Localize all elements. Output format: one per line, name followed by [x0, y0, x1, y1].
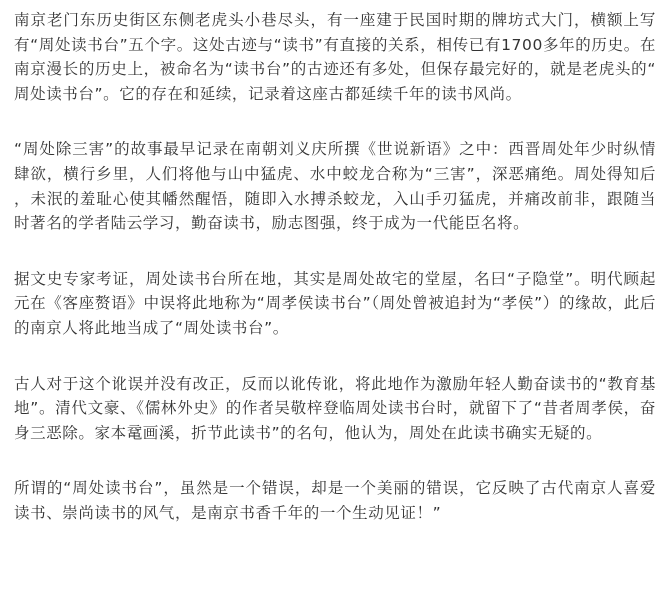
paragraph-conclusion: 所谓的“周处读书台”，虽然是一个错误，却是一个美丽的错误，它反映了古代南京人喜爱读书、崇尚读书的风气，是南京书香千年的一个生动见证！” [14, 479, 656, 522]
paragraph-historical-research: 据文史专家考证，周处读书台所在地，其实是周处故宅的堂屋，名曰“子隐堂”。明代顾起元在《客座赘语》中误将此地称为“周孝侯读书台”（周处曾被追封为“孝侯”）的缘故，此后的南京人将此地当成了“周处读书台”。 [14, 269, 656, 337]
paragraph-intro: 南京老门东历史街区东侧老虎头小巷尽头，有一座建于民国时期的牌坊式大门，横额上写有“周处读书台”五个字。这处古迹与“读书”有直接的关系，相传已有1700多年的历史。在南京漫长的历史上，被命名为“读书台”的古迹还有多处，但保存最完好的，就是老虎头的“周处读书台”。它的存在和延续，记录着这座古都延续千年的读书风尚。 [14, 11, 656, 103]
article-body [14, 8, 656, 526]
paragraph-education-base: 古人对于这个讹误并没有改正，反而以讹传讹，将此地作为激励年轻人勤奋读书的“教育基地”。清代文豪、《儒林外史》的作者吴敬梓登临周处读书台时，就留下了“昔者周孝侯，奋身三恶除。家本鼋画溪，折节此读书”的名句，他认为，周处在此读书确实无疑的。 [14, 374, 656, 442]
paragraph-three-evils-story: “周处除三害”的故事最早记录在南朝刘义庆所撰《世说新语》之中：西晋周处年少时纵情肆欲，横行乡里，人们将他与山中猛虎、水中蛟龙合称为“三害”，深恶痛绝。周处得知后，未泯的羞耻心使其幡然醒悟，随即入水搏杀蛟龙，入山手刃猛虎，并痛改前非，跟随当时著名的学者陆云学习，勤奋读书，励志图强，终于成为一代能臣名将。 [14, 140, 656, 233]
